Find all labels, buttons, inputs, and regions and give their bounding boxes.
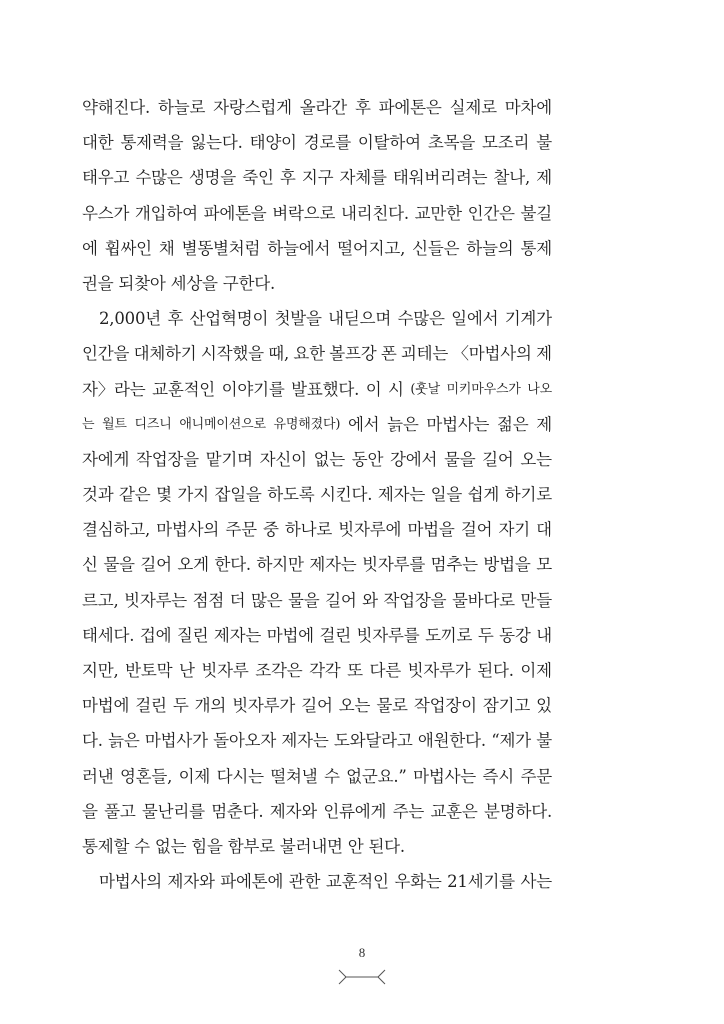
word: 떨어지고, [337,238,406,258]
word: 교훈적인 [152,379,216,399]
word: 마법사는 [426,414,490,434]
word: 요한 [293,344,325,364]
word: 내 [536,625,552,645]
word: (훗날 [410,381,440,397]
word: 힘을 [191,836,223,856]
word: 세상을 [170,273,218,293]
text-line [82,90,552,125]
word: 잃는다. [190,133,243,153]
word: 내리친다. [340,203,409,223]
word: 방법을 [483,555,531,575]
word: 찰나, [493,168,531,188]
word: 하기로 [504,485,552,505]
page-footer [0,945,724,987]
word: 동안 [351,449,384,469]
word: 월트 [102,416,127,432]
text-line [82,407,552,442]
word: 폰 [380,344,397,364]
word: 풀고 [104,801,136,821]
word: 별똥별처럼 [181,238,261,258]
word: 된다. [368,836,405,856]
text-line [82,583,552,618]
word: 모조리 [482,133,530,153]
word: 중 [262,520,279,540]
word: 와 [362,590,378,610]
word: 영혼들, [119,766,173,786]
word: 21세기를 [447,872,515,892]
word: 우화는 [394,872,442,892]
word: 길어 [482,449,514,469]
word: 하늘에서 [267,238,331,258]
word: 없군요.” [346,766,407,786]
word: 관한 [288,872,321,892]
word: 대 [536,520,552,540]
text-line [82,723,552,758]
word: 인간은 [467,203,515,223]
word: 즉시 [482,766,514,786]
word: 마법에 [82,696,130,716]
word: 태워버리려는 [392,168,488,188]
word: 태세다. [82,625,135,645]
word: 러낸 [82,766,114,786]
word: 태우고 [82,168,130,188]
word: 빗자루를 [356,625,420,645]
word: 물바다로 [451,590,515,610]
word: 디즈니 [134,416,172,432]
word: 빗자루는 [124,590,188,610]
word: 내딛으며 [328,309,392,329]
word: 기계가 [504,309,552,329]
word: 물로 [376,696,408,716]
word: 자기 [498,520,530,540]
word: 통제력을 [120,133,184,153]
word: 맡기며 [205,449,253,469]
word: 교만한 [414,203,462,223]
word: 올라간 [299,98,348,117]
word: 구한다. [222,273,275,293]
word: 2,000년 [99,309,161,329]
text-line [82,442,552,477]
word: 돌아오자 [213,731,277,751]
word: 첫발을 [274,309,322,329]
word: 마법에 [266,625,314,645]
word: 이야기를 [221,379,285,399]
word: 약해진다. [82,98,151,117]
word: 때, [268,344,290,364]
text-line [82,477,552,512]
text-line [82,160,552,195]
word: 을 [82,801,98,821]
word: 제 [536,414,552,434]
word: 대체하기 [133,344,197,364]
word: 불 [536,731,552,751]
text-line [82,618,552,653]
word: 시킨다. [320,485,373,505]
word: 죽인 [242,168,274,188]
word: 대한 [82,133,114,153]
word: 볼프강 [329,344,377,364]
word: 다시는 [216,766,264,786]
word: 이 [365,379,382,399]
word: 물을 [443,449,476,469]
word: 이탈하여 [357,133,421,153]
word: 분명하다. [483,801,552,821]
word: 수많은 [397,309,445,329]
word: 개입하여 [134,203,198,223]
word: 안 [347,836,364,856]
text-line [82,266,552,301]
word: 제자와 [167,872,215,892]
text-line [82,372,552,407]
text-line [82,125,552,160]
word: 몇 [156,485,172,505]
word: 마법사의 [99,872,162,892]
word: 애원한다. [417,731,486,751]
word: 파에톤에 [220,872,284,892]
word: 일에서 [451,309,499,329]
word: 나오 [527,381,552,397]
page-number: 8 [358,945,366,960]
word: 불 [536,133,552,153]
word: 우스가 [82,203,130,223]
word: 파에톤은 [378,98,442,117]
word: 벼락으로 [272,203,336,223]
word: 함부로 [227,836,275,856]
word: 에 [82,238,98,258]
word: 하도록 [267,485,315,505]
text-line [82,336,552,371]
word: 발표했다. [291,379,360,399]
word: 길어 [140,555,172,575]
word: 생명을 [188,168,237,188]
word: 하나로 [284,520,333,540]
text-line [82,864,552,899]
word: 산업혁명이 [189,309,269,329]
word: 조각은 [255,661,303,680]
word: 또 [347,661,363,680]
word: 일을 [430,485,463,505]
word: 걸어 [460,520,493,540]
word: 교훈적인 [325,872,389,892]
word: 제자는 [377,485,426,505]
body-text [82,90,552,899]
word: 점점 [192,590,225,610]
word: 마법사가 [144,731,208,751]
word: 지만, [82,661,119,680]
word: 는 [82,416,95,432]
word: 잡일을 [214,485,262,505]
word: 태양이 [249,133,297,153]
word: 잠기고 [482,696,531,716]
word: 마법사의 [156,520,220,540]
word: 후 [279,168,296,188]
word: 걸린 [135,696,167,716]
word: 떨쳐낼 [270,766,318,786]
word: 수많은 [135,168,183,188]
word: 불러내면 [279,836,343,856]
word: 통제 [520,238,552,258]
word: 초목을 [427,133,476,153]
text-line [82,231,552,266]
word: 유명해졌다) [273,416,341,432]
word: 에서 [347,414,380,434]
word: 주는 [392,801,425,821]
word: 제자는 [309,555,357,575]
word: 빗자루 [201,661,249,680]
word: 있 [536,696,552,716]
word: 되찾아 [118,273,166,293]
word: 것과 [82,485,114,505]
word: 겁에 [139,625,172,645]
word: 이제 [520,661,552,680]
text-line [82,688,552,723]
word: 제자는 [213,625,262,645]
word: 오게 [177,555,209,575]
text-line [82,512,552,547]
word: 자체를 [339,168,387,188]
word: 후 [167,309,184,329]
word: 제 [536,168,552,188]
word: 수 [134,836,150,856]
word: 작업장이 [413,696,477,716]
word: “제가 [491,731,531,751]
word: 작업장을 [383,590,447,610]
word: 질린 [176,625,209,645]
word: 물난리를 [141,801,205,821]
word: 사는 [520,872,552,892]
word: 제자는 [281,731,329,751]
word: 오는 [338,696,371,716]
word: 없는 [154,836,187,856]
word: 더 [229,590,246,610]
word: 만들 [520,590,552,610]
word: 권을 [82,273,114,293]
word: 신들은 [412,238,460,258]
word: 작업장을 [135,449,199,469]
text-line [82,759,552,794]
word: 걸린 [319,625,351,645]
word: 두 [477,625,494,645]
word: 물을 [103,555,135,575]
word: 길어 [325,590,357,610]
word: 오는 [520,449,552,469]
word: 마법사는 [413,766,477,786]
word: 반토막 [125,661,173,680]
word: 수 [323,766,340,786]
word: 후 [354,98,371,117]
word: 미키마우스가 [446,381,521,397]
word: 자랑스럽게 [213,98,292,117]
word: 채 [158,238,175,258]
word: 인류에게 [323,801,387,821]
word: 된다. [477,661,514,680]
word: 자〉라는 [82,379,146,399]
word: 결심하고, [82,520,151,540]
word: 신 [82,555,98,575]
word: 멈추는 [430,555,478,575]
text-line [82,653,552,688]
word: 하늘의 [466,238,514,258]
word: 자신이 [259,449,307,469]
word: 자에게 [82,449,130,469]
word: 제 [536,344,552,364]
word: 도와달라고 [333,731,413,751]
text-line [82,196,552,231]
word: 하지만 [256,555,304,575]
word: 많은 [250,590,283,610]
word: 시작했을 [200,344,264,364]
word: 통제할 [82,836,130,856]
word: 경로를 [303,133,351,153]
word: 길어 [301,696,333,716]
text-line [82,829,552,864]
word: 늙은 [108,731,140,751]
word: 주문 [520,766,552,786]
word: 지구 [301,168,334,188]
word: 실제로 [449,98,497,117]
text-line [82,301,552,336]
word: 늙은 [387,414,419,434]
word: 없는 [313,449,346,469]
word: 애니메이션으로 [179,416,266,432]
word: 멈춘다. [211,801,264,821]
word: 〈마법사의 [452,344,532,364]
arrow-line-ornament-icon [337,967,387,987]
word: 가지 [177,485,209,505]
word: 휩싸인 [104,238,152,258]
word: 강에서 [390,449,438,469]
word: 한다. [214,555,251,575]
word: 교훈은 [430,801,478,821]
word: 다른 [369,661,402,680]
word: 다. [82,731,103,751]
word: 시 [388,379,404,399]
word: 빗자루에 [338,520,402,540]
word: 괴테는 [400,344,449,364]
word: 마차에 [504,98,552,117]
text-line [82,794,552,829]
word: 동강 [499,625,531,645]
word: 하늘로 [157,98,206,117]
word: 르고, [82,590,119,610]
word: 주문 [225,520,257,540]
word: 개의 [194,696,227,716]
word: 도끼로 [425,625,473,645]
word: 파에톤을 [203,203,267,223]
word: 같은 [119,485,151,505]
word: 물을 [288,590,320,610]
word: 인간을 [82,344,130,364]
word: 마법을 [407,520,455,540]
word: 쉽게 [467,485,500,505]
word: 두 [172,696,189,716]
word: 젊은 [497,414,529,434]
word: 빗자루가 [407,661,471,680]
word: 제자와 [269,801,317,821]
word: 각각 [309,661,341,680]
word: 빗자루를 [362,555,426,575]
text-line [82,547,552,582]
word: 모 [536,555,552,575]
word: 빗자루가 [232,696,296,716]
word: 불길 [520,203,552,223]
word: 이제 [178,766,211,786]
word: 난 [179,661,195,680]
